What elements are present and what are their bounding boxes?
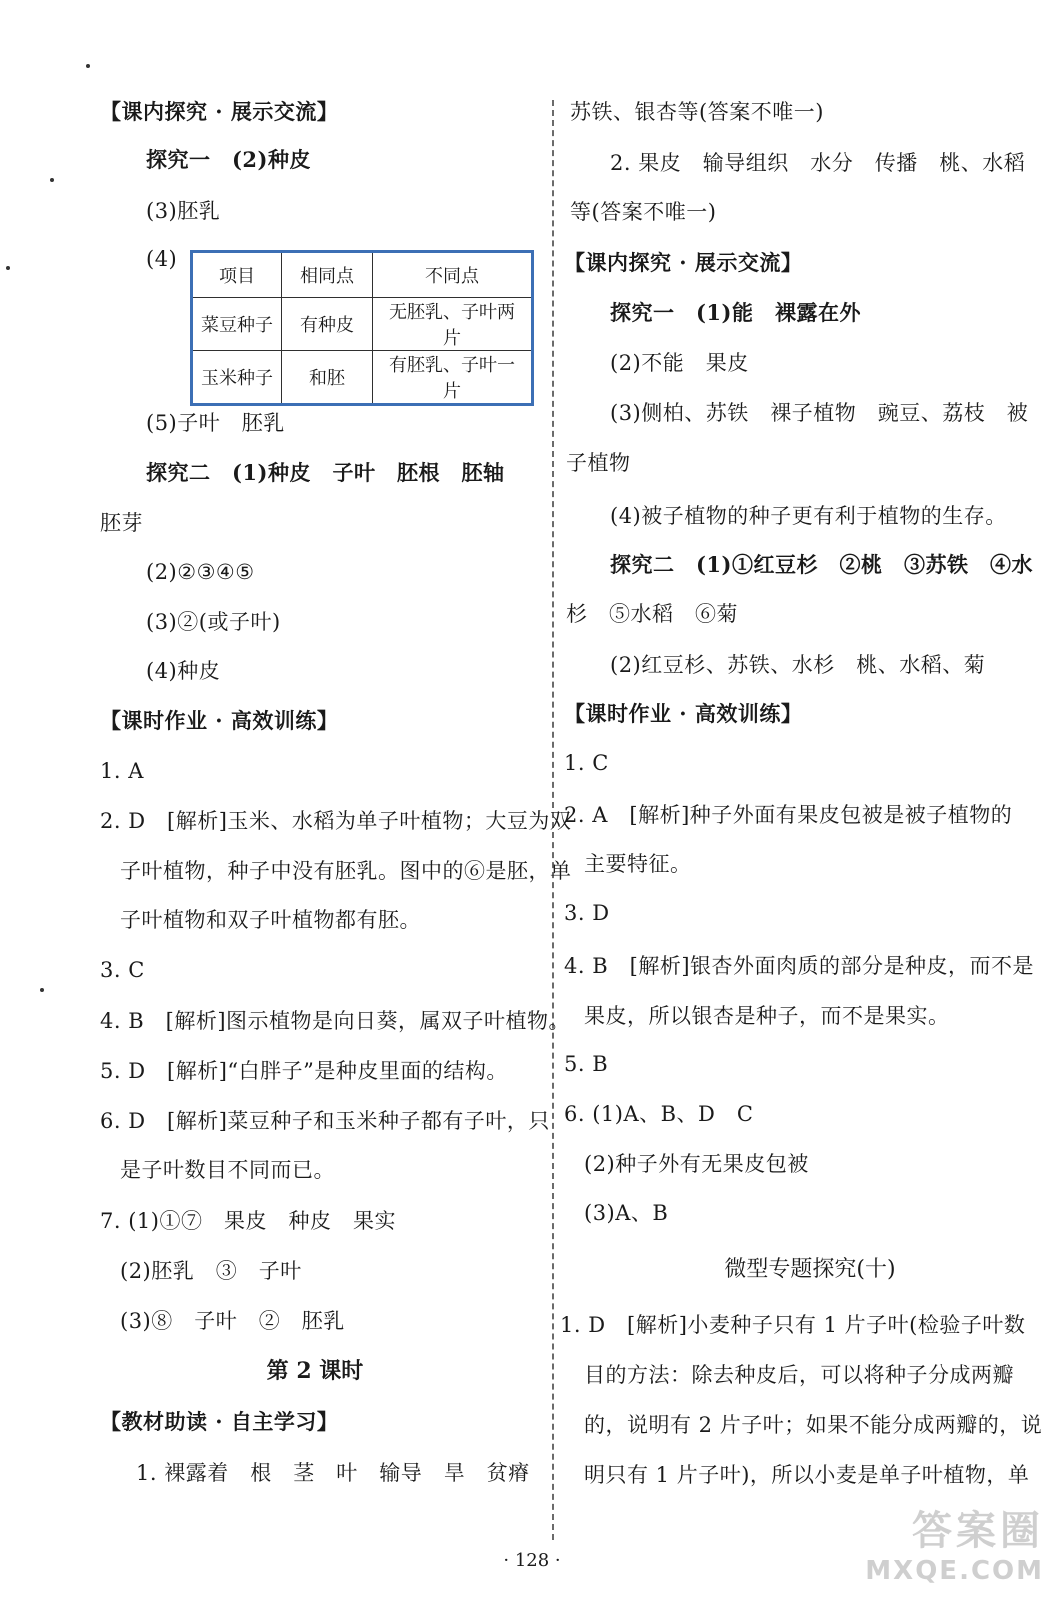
section-heading: 【课内探究 · 展示交流】: [564, 250, 803, 275]
answer-line: 探究二 (1)种皮 子叶 胚根 胚轴: [146, 460, 505, 485]
answer-line: 探究一 (2)种皮: [146, 147, 311, 172]
topic-title: 微型专题探究(十): [724, 1257, 896, 1282]
answer-line: 2. D [解析]玉米、水稻为单子叶植物；大豆为双: [100, 809, 572, 833]
watermark-text: 答案圈: [912, 1508, 1044, 1554]
section-heading: 【课内探究 · 展示交流】: [100, 99, 339, 124]
answer-line: 主要特征。: [584, 852, 692, 876]
table-cell: 有种皮: [282, 298, 373, 351]
answer-line: 3. D: [564, 901, 610, 925]
watermark-logo: [865, 1499, 1044, 1586]
answer-line: (3)侧柏、苏铁 裸子植物 豌豆、荔枝 被: [610, 401, 1029, 425]
table-row: [192, 351, 533, 405]
scan-speck: [86, 64, 90, 68]
answer-line: 子叶植物，种子中没有胚乳。图中的⑥是胚，单: [120, 859, 572, 883]
answer-line: (3)胚乳: [146, 199, 221, 223]
lesson-title: 第 2 课时: [266, 1358, 364, 1384]
table-cell: 和胚: [282, 351, 373, 405]
scan-speck: [6, 266, 10, 270]
table-header: 项目: [192, 252, 282, 298]
answer-line: 目的方法：除去种皮后，可以将种子分成两瓣: [584, 1363, 1014, 1387]
answer-line: (3)⑧ 子叶 ② 胚乳: [120, 1309, 345, 1333]
answer-line: 的，说明有 2 片子叶；如果不能分成两瓣的，说: [584, 1413, 1043, 1437]
table-cell: 玉米种子: [192, 351, 282, 405]
answer-line: (2)不能 果皮: [610, 351, 749, 375]
watermark-url: MXQE.COM: [865, 1556, 1044, 1586]
answer-line: (3)A、B: [584, 1201, 669, 1225]
section-heading: 【课时作业 · 高效训练】: [100, 708, 339, 733]
answer-line: 1. 裸露着 根 茎 叶 输导 旱 贫瘠: [136, 1461, 530, 1485]
answer-line: (2)②③④⑤: [146, 560, 255, 584]
scan-speck: [50, 178, 54, 182]
answer-line: 7. (1)①⑦ 果皮 种皮 果实: [100, 1209, 396, 1233]
answer-line: 苏铁、银杏等(答案不唯一): [570, 100, 824, 124]
answer-line: 探究一 (1)能 裸露在外: [610, 300, 861, 325]
answer-line: 1. D [解析]小麦种子只有 1 片子叶(检验子叶数: [560, 1313, 1026, 1337]
answer-line: 5. D [解析]“白胖子”是种皮里面的结构。: [100, 1059, 508, 1083]
table-header: 不同点: [373, 252, 533, 298]
table-row: [192, 298, 533, 351]
answer-line: 2. 果皮 输导组织 水分 传播 桃、水稻: [610, 151, 1026, 175]
answer-line: 4. B [解析]银杏外面肉质的部分是种皮，而不是: [564, 954, 1035, 978]
answer-line: (4)被子植物的种子更有利于植物的生存。: [610, 504, 1007, 528]
page-number: · 128 ·: [503, 1550, 561, 1571]
answer-line: 明只有 1 片子叶)，所以小麦是单子叶植物，单: [584, 1463, 1030, 1487]
answer-line: 胚芽: [100, 511, 143, 535]
answer-line: (2)种子外有无果皮包被: [584, 1152, 809, 1176]
answer-line: 2. A [解析]种子外面有果皮包被是被子植物的: [564, 803, 1013, 827]
answer-line: 5. B: [564, 1052, 609, 1076]
answer-line: 杉 ⑤水稻 ⑥菊: [566, 602, 738, 626]
answer-line: 果皮，所以银杏是种子，而不是果实。: [584, 1004, 950, 1028]
answer-line: 1. A: [100, 759, 144, 783]
answer-line: 等(答案不唯一): [570, 200, 717, 224]
answer-line: 子植物: [566, 451, 631, 475]
answer-line: 3. C: [100, 958, 145, 982]
answer-line: (2)胚乳 ③ 子叶: [120, 1259, 302, 1283]
answer-line: (4)种皮: [146, 659, 221, 683]
scan-speck: [40, 988, 44, 992]
answer-line: 6. D [解析]菜豆种子和玉米种子都有子叶，只: [100, 1109, 550, 1133]
section-heading: 【课时作业 · 高效训练】: [564, 701, 803, 726]
answer-line: 6. (1)A、B、D C: [564, 1102, 754, 1126]
table-header: 相同点: [282, 252, 373, 298]
table-cell: 菜豆种子: [192, 298, 282, 351]
answer-line: (3)②(或子叶): [146, 610, 281, 634]
comparison-table: [190, 250, 534, 406]
section-heading: 【教材助读 · 自主学习】: [100, 1409, 339, 1434]
table-header-row: [192, 252, 533, 298]
answer-line: 1. C: [564, 751, 609, 775]
answer-line: 子叶植物和双子叶植物都有胚。: [120, 908, 421, 932]
answer-line: (2)红豆杉、苏铁、水杉 桃、水稻、菊: [610, 653, 986, 677]
table-cell: 无胚乳、子叶两片: [373, 298, 533, 351]
answer-line: (5)子叶 胚乳: [146, 411, 285, 435]
answer-line: 是子叶数目不同而已。: [120, 1158, 335, 1182]
answer-line: (4): [146, 247, 178, 271]
answer-line: 探究二 (1)①红豆杉 ②桃 ③苏铁 ④水: [610, 552, 1033, 577]
answer-line: 4. B [解析]图示植物是向日葵，属双子叶植物。: [100, 1009, 571, 1033]
table-cell: 有胚乳、子叶一片: [373, 351, 533, 405]
